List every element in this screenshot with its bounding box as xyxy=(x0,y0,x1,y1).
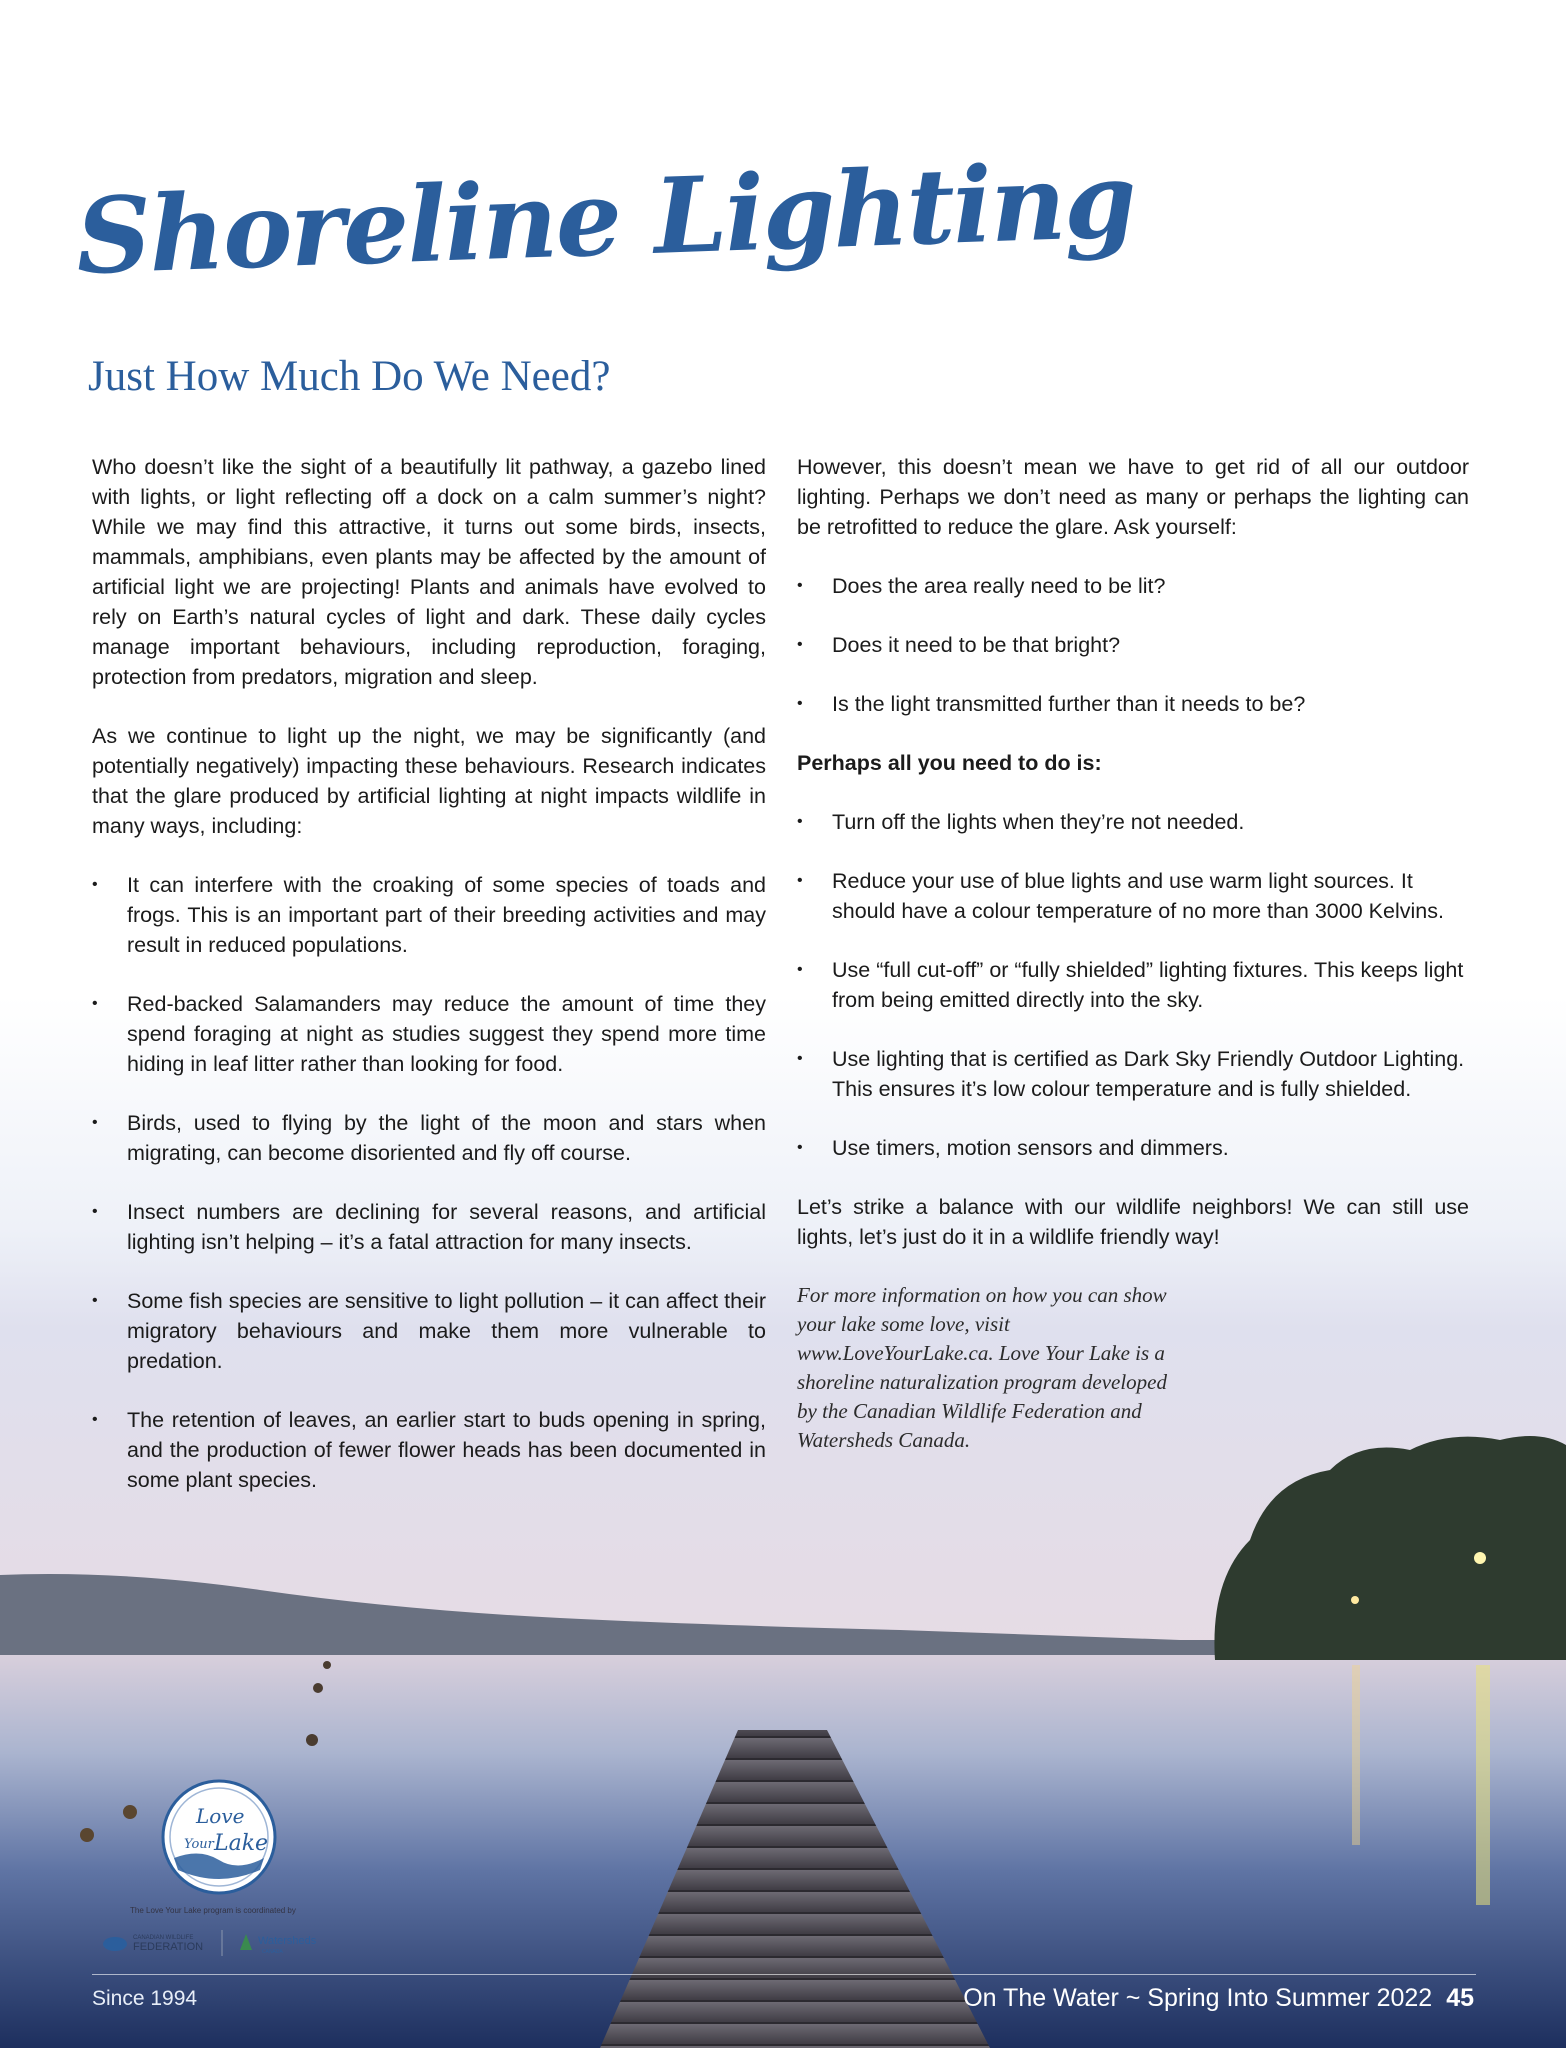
retrofit-paragraph: However, this doesn’t mean we have to get rid of all our outdoor lighting. Perhaps we don’t need as many or perhaps the lighting can be retrofitted to reduce the glare. Ask yourself: xyxy=(797,455,1469,539)
list-item: • It can interfere with the croaking of some species of toads and frogs. This is an important part of their breeding activities and may result in reduced populations. xyxy=(92,870,766,960)
cwf-small-label: CANADIAN WILDLIFE xyxy=(133,1935,194,1941)
list-item: • Does the area really need to be lit? xyxy=(797,571,1469,601)
closing-paragraph: Let’s strike a balance with our wildlife neighbors! We can still use lights, let’s just do it in a wildlife friendly way! xyxy=(797,1195,1469,1249)
list-item: • Turn off the lights when they’re not needed. xyxy=(797,807,1469,837)
left-column xyxy=(92,452,766,1524)
list-item: • Birds, used to flying by the light of the moon and stars when migrating, can become disoriented and fly off course. xyxy=(92,1108,766,1168)
list-item: • Use timers, motion sensors and dimmers. xyxy=(797,1133,1469,1163)
more-info-note: For more information on how you can show your lake some love, visit www.LoveYourLake.ca. Love Your Lake is a shoreline naturalization program developed by the Canadian Wildlife Federation and Watersheds Canada. xyxy=(797,1283,1167,1452)
footer-publication xyxy=(963,1984,1474,2013)
list-item: • Red-backed Salamanders may reduce the amount of time they spend foraging at night as studies suggest they spend more time hiding in leaf litter rather than looking for food. xyxy=(92,989,766,1079)
watersheds-country: CANADA xyxy=(262,1949,283,1955)
article-subtitle: Just How Much Do We Need? xyxy=(88,353,611,400)
footer-divider xyxy=(92,1974,1476,1975)
intro-paragraph: Who doesn’t like the sight of a beautifully lit pathway, a gazebo lined with lights, or light reflecting off a dock on a calm summer’s night? While we may find this attractive, it turns out some birds, insects, mammals, amphibians, even plants may be affected by the amount of artificial light we are projecting! Plants and animals have evolved to rely on Earth’s natural cycles of light and dark. These daily cycles manage important behaviours, including reproduction, foraging, protection from predators, migration and sleep. xyxy=(92,455,766,689)
list-item: • Use “full cut-off” or “fully shielded” lighting fixtures. This keeps light from being emitted directly into the sky. xyxy=(797,955,1469,1015)
publication-title: On The Water ~ Spring Into Summer 2022 xyxy=(963,1984,1433,2012)
list-item: • The retention of leaves, an earlier start to buds opening in spring, and the production of fewer flower heads has been documented in some plant species. xyxy=(92,1405,766,1495)
list-item: • Is the light transmitted further than it needs to be? xyxy=(797,689,1469,719)
list-item: • Some fish species are sensitive to light pollution – it can affect their migratory behaviours and make them more vulnerable to predation. xyxy=(92,1286,766,1376)
logo-word-your: Your xyxy=(184,1837,214,1852)
list-item: • Reduce your use of blue lights and use warm light sources. It should have a colour temperature of no more than 3000 Kelvins. xyxy=(797,866,1469,926)
logo-caption: The Love Your Lake program is coordinated by xyxy=(130,1906,296,1915)
actions-heading: Perhaps all you need to do is: xyxy=(797,751,1102,775)
right-column xyxy=(797,452,1469,1484)
love-your-lake-logo xyxy=(160,1778,278,1896)
cwf-name: FEDERATION xyxy=(133,1941,204,1953)
footer-since: Since 1994 xyxy=(92,1987,198,2010)
watersheds-leaf-icon xyxy=(240,1934,252,1950)
list-item: • Insect numbers are declining for several reasons, and artificial lighting isn’t helping – it’s a fatal attraction for many insects. xyxy=(92,1197,766,1257)
partner-logos xyxy=(100,1920,350,1960)
page-number: 45 xyxy=(1446,1984,1474,2012)
logo-word-love: Love xyxy=(196,1804,245,1828)
questions-list xyxy=(797,571,1469,719)
logo-word-lake: Lake xyxy=(214,1831,269,1856)
article-title: Shoreline Lighting xyxy=(74,138,1137,298)
cwf-leaf-icon xyxy=(103,1937,127,1951)
research-paragraph: As we continue to light up the night, we may be significantly (and potentially negatively) impacting these behaviours. Research indicates that the glare produced by artificial lighting at night impacts wildlife in many ways, including: xyxy=(92,724,766,838)
list-item: • Use lighting that is certified as Dark Sky Friendly Outdoor Lighting. This ensures it’s low colour temperature and is fully shielded. xyxy=(797,1044,1469,1104)
list-item: • Does it need to be that bright? xyxy=(797,630,1469,660)
watersheds-name: Watersheds xyxy=(258,1935,317,1947)
actions-list xyxy=(797,807,1469,1163)
impacts-list xyxy=(92,870,766,1495)
